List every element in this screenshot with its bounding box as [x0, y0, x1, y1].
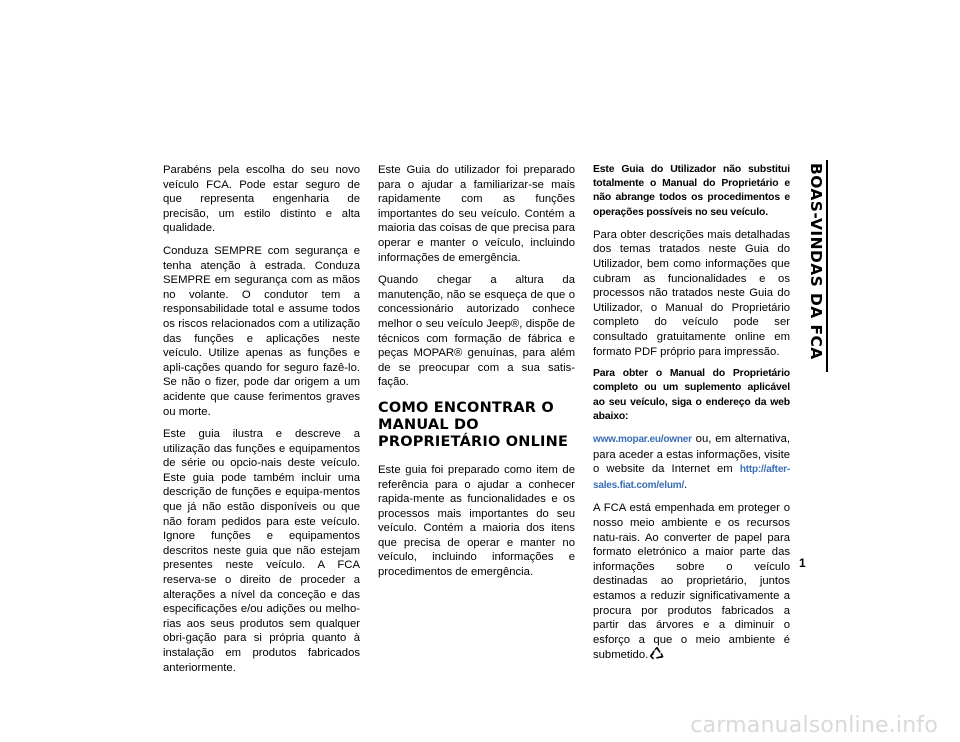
column-left: [163, 163, 360, 683]
notice-not-replacement: Este Guia do Utilizador não substitui totalmente o Manual do Proprietário e não abrange todos os procedimentos e operações possíveis no seu veículo.: [593, 164, 790, 218]
link-mopar-owner[interactable]: www.mopar.eu/owner: [593, 433, 692, 445]
paragraph-guide-scope: Este guia ilustra e descreve a utilização das funções e equipamentos de série ou opcio-nais deste veículo. Este guia pode também incluir uma descrição de funções e equipa-mentos que já não estão disponíveis ou que não foram pedidos para este veículo. Ignore funções e equipamentos descritos neste guia que não estejam presentes neste veículo. A FCA reserva-se o direito de proceder a alterações a nível da conceção e das especificações e/ou adições ou melho-rias aos seus produtos sem qualquer obri-gação para si própria quanto à instalação em produtos fabricados anteriormente.: [163, 428, 360, 674]
links-connector-text: ou, em alternativa, para aceder a estas informações, visite o website da Internet em: [593, 432, 790, 476]
paragraph-environment: [593, 501, 790, 666]
paragraph-safety: Conduza SEMPRE com segurança e tenha atenção à estrada. Conduza SEMPRE em segurança com as mãos no volante. O condutor tem a responsabilidade total e assume todos os riscos relacionados com a utilização das funções e aplicações neste veículo. Utilize apenas as funções e apli-cações quando for seguro fazê-lo. Se não o fizer, pode dar origem a um acidente que cause ferimentos graves ou morte.: [163, 244, 360, 418]
page-number: 1: [799, 556, 806, 570]
paragraph-detailed-descriptions: Para obter descrições mais detalhadas dos temas tratados neste Guia do Utilizador, bem como informações que cubram as funcionalidades e os processos não tratados neste Guia do Utilizador, o Manual do Proprietário completo do veículo pode ser consultado gratuitamente online em formato PDF próprio para impressão.: [593, 228, 790, 358]
paragraph-congratulations: Parabéns pela escolha do seu novo veículo FCA. Pode estar seguro de que representa engenharia de precisão, um estilo distinto e alta qualidade.: [163, 164, 360, 235]
environment-text: A FCA está empenhada em proteger o nosso meio ambiente e os recursos natu-rais. Ao converter de papel para formato eletrónico a maior parte das informações sobre o veículo destinadas ao proprietário, juntos estamos a reduzir significativamente a procura por produtos fabricados a partir das árvores e a diminuir o esforço a que o meio ambiente é submetido.: [593, 502, 790, 662]
paragraph-maintenance: Quando chegar a altura da manutenção, não se esqueça de que o concessionário autorizado conhece melhor o seu veículo Jeep®, dispõe de técnicos com formação de fábrica e peças MOPAR® genuínas, para além de se preocupar com a sua satis-fação.: [378, 274, 575, 389]
link-aftersales-elum[interactable]: http://after-sales.fiat.com/elum/: [593, 464, 790, 491]
section-heading-online-manual: COMO ENCONTRAR O MANUAL DO PROPRIETÁRIO ONLINE: [378, 399, 569, 450]
paragraph-guide-purpose: Este Guia do utilizador foi preparado para o ajudar a familiarizar-se mais rapidamente com as funções importantes do seu veículo. Contém a maioria das coisas de que precisa para operar e manter o veículo, incluindo informações de emergência.: [378, 164, 575, 264]
links-end-text: .: [684, 478, 688, 491]
column-right: [593, 163, 790, 674]
chapter-title-rule: [826, 160, 828, 372]
paragraph-links: [593, 432, 790, 493]
chapter-title-vertical: BOAS-VINDAS DA FCA: [807, 163, 825, 360]
instruction-web-address: Para obter o Manual do Proprietário completo ou um suplemento aplicável ao seu veículo, siga o endereço da web abaixo:: [593, 368, 790, 422]
recycle-icon: [650, 647, 664, 666]
column-middle: [378, 163, 575, 588]
watermark-logo: carmanualsonline.info: [690, 713, 938, 738]
paragraph-reference: Este guia foi preparado como item de referência para o ajudar a conhecer rapida-mente as funcionalidades e os processos mais importantes do seu veículo. Contém a maioria dos itens que precisa de operar e manter no veículo, incluindo informações e procedimentos de emergência.: [378, 463, 575, 579]
